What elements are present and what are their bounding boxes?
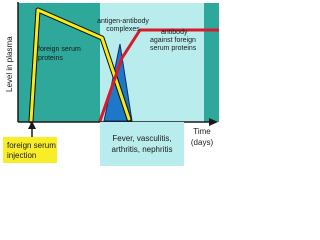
- symptoms-box: [100, 122, 184, 166]
- injection-box-text: foreign serum: [7, 141, 56, 150]
- symptoms-box-text-2: arthritis, nephritis: [111, 145, 173, 154]
- antibody-label: antibody: [161, 29, 188, 36]
- injection-box-text-2: injection: [7, 151, 37, 160]
- antibody-label-2: against foreign: [150, 37, 196, 44]
- foreign-protein-label-2: proteins: [38, 55, 63, 62]
- complex-label-2: complexes: [106, 26, 140, 33]
- foreign-protein-label: foreign serum: [38, 46, 81, 53]
- diagram-canvas: [0, 0, 219, 171]
- symptoms-box-text: Fever, vasculitis,: [112, 134, 172, 143]
- antibody-label-3: serum proteins: [150, 45, 197, 52]
- x-axis-label: Time: [193, 127, 211, 136]
- serum-sickness-diagram: [0, 0, 219, 171]
- x-axis-label-unit: (days): [190, 138, 214, 147]
- complex-label: antigen-antibody: [97, 18, 149, 25]
- y-axis-label: Level in plasma: [5, 36, 14, 92]
